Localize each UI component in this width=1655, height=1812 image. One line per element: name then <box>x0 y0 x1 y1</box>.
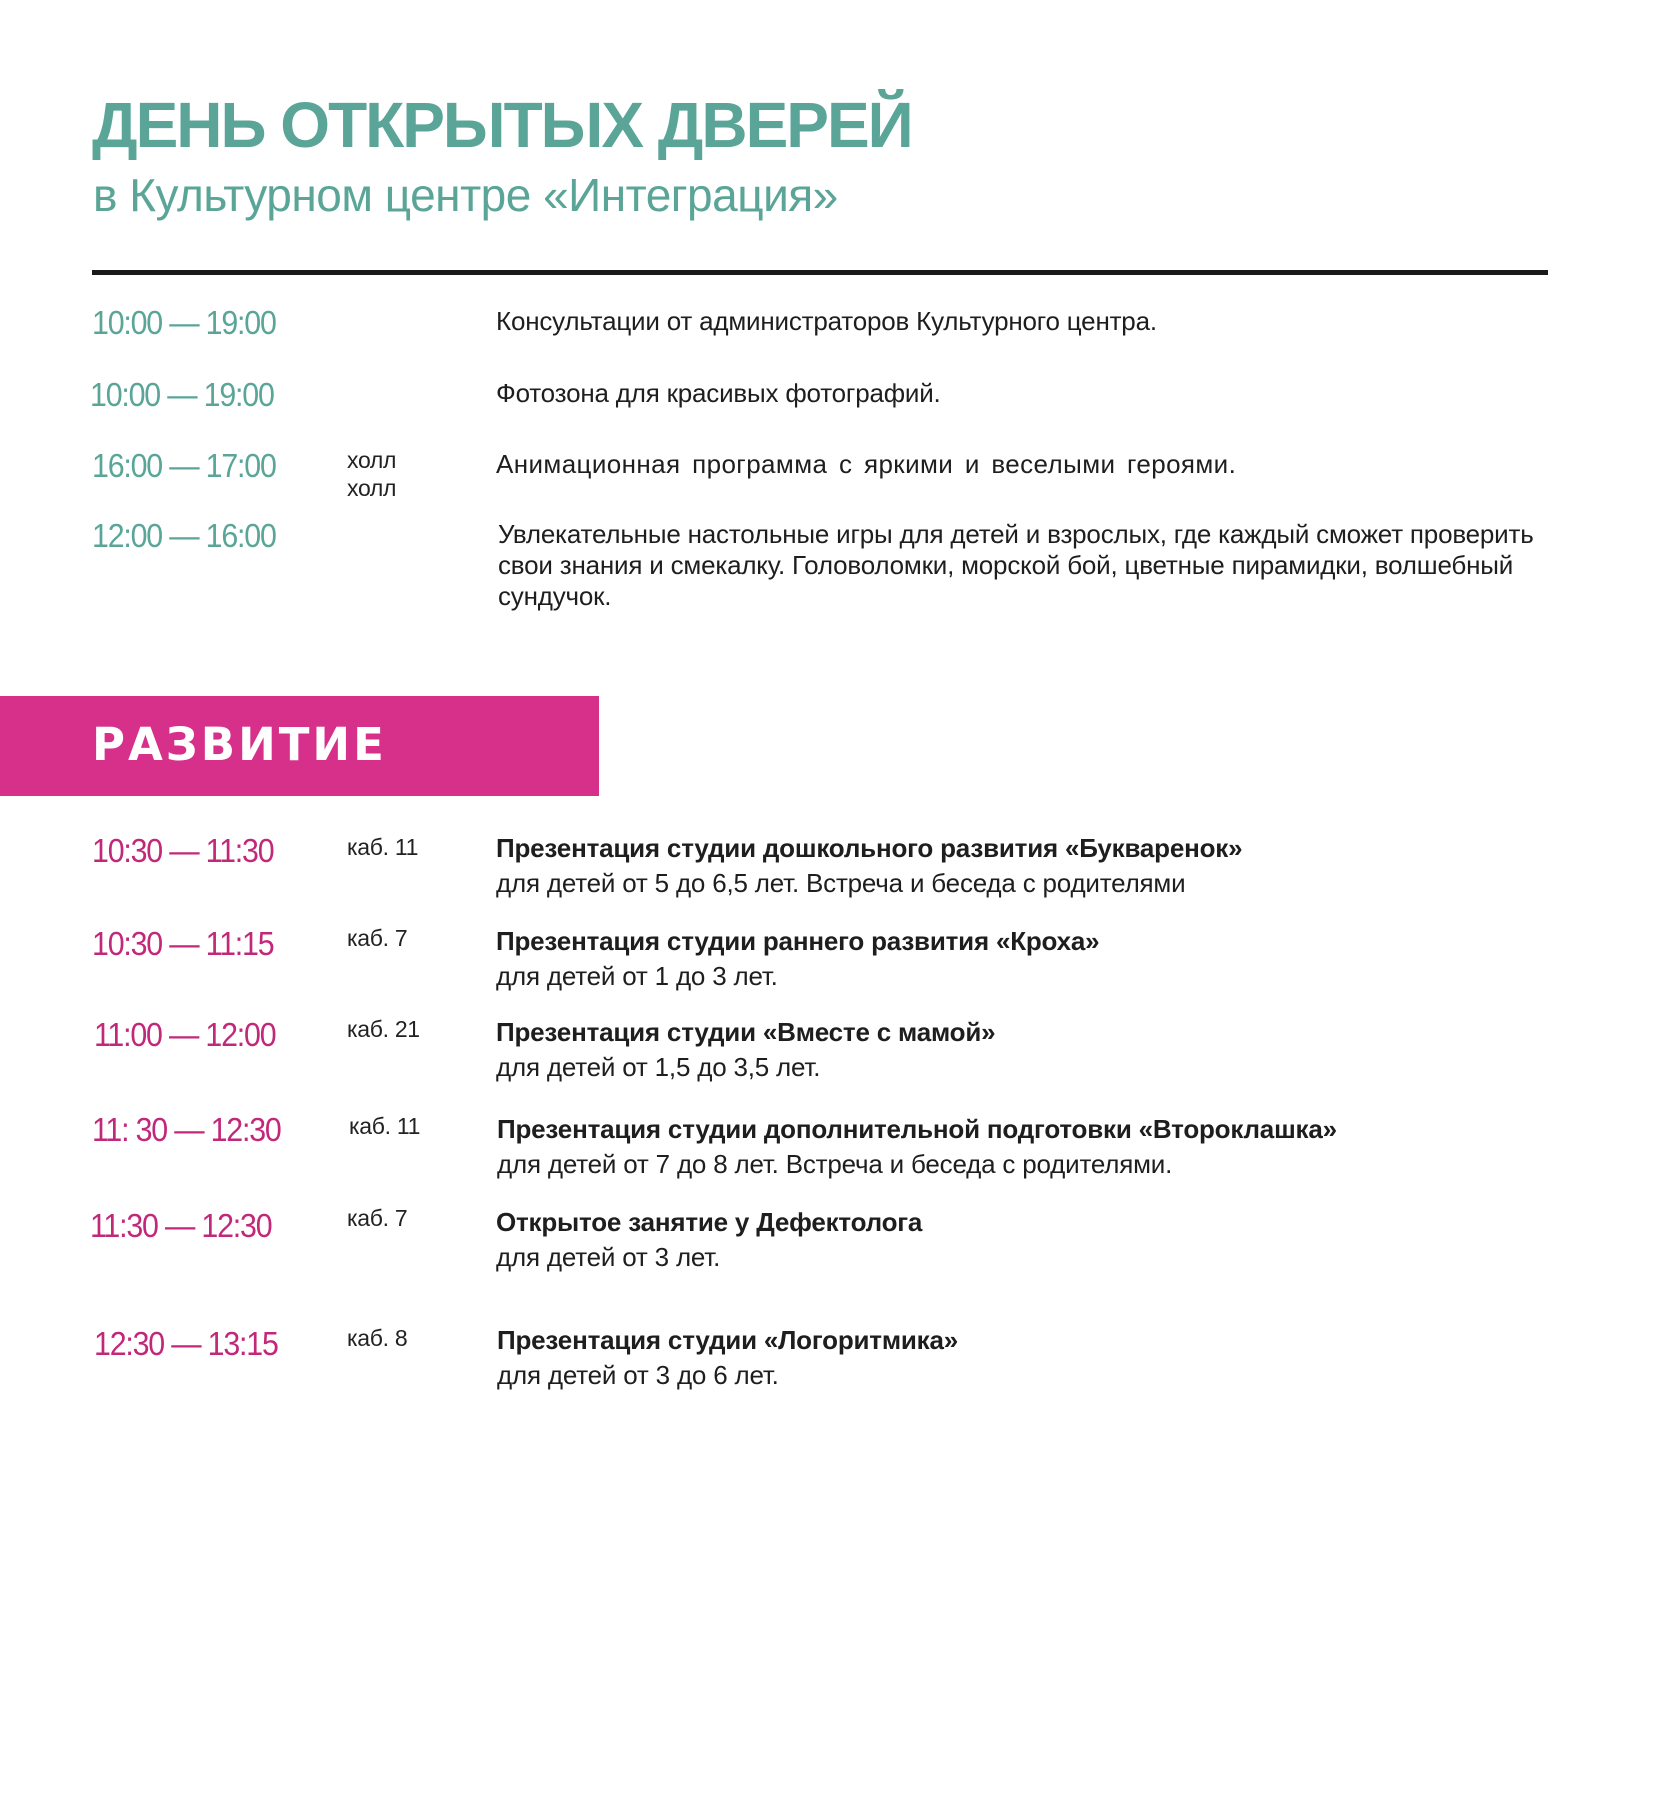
section-banner <box>0 696 599 796</box>
event-description: Анимационная программа с яркими и веселыми героями. <box>496 449 1237 479</box>
room-label: каб. 11 <box>349 1113 421 1139</box>
event-title: Презентация студии раннего развития «Кроха» <box>496 926 1100 956</box>
time-range: 12:00 — 16:00 <box>92 517 276 554</box>
header-divider <box>92 270 1548 275</box>
page-title: ДЕНЬ ОТКРЫТЫХ ДВЕРЕЙ <box>92 89 912 161</box>
event-subtitle: для детей от 5 до 6,5 лет. Встреча и беседа с родителями <box>496 868 1186 898</box>
event-description <box>497 1325 1557 1391</box>
event-subtitle: для детей от 1 до 3 лет. <box>496 961 778 991</box>
time-range: 16:00 — 17:00 <box>92 447 276 484</box>
time-range: 11:30 — 12:30 <box>90 1207 272 1244</box>
time-range: 12:30 — 13:15 <box>94 1325 278 1362</box>
event-title: Презентация студии «Вместе с мамой» <box>496 1017 996 1047</box>
section-title: РАЗВИТИЕ <box>92 718 387 771</box>
event-subtitle: для детей от 3 лет. <box>496 1242 721 1272</box>
room-label: каб. 11 <box>347 834 419 860</box>
event-description <box>496 926 1556 992</box>
room-label: холл <box>347 475 397 501</box>
time-range: 10:00 — 19:00 <box>92 304 276 341</box>
event-title: Презентация студии «Логоритмика» <box>497 1325 958 1355</box>
time-range: 11: 30 — 12:30 <box>92 1111 281 1148</box>
room-label: каб. 7 <box>347 1205 408 1231</box>
event-description: Консультации от администраторов Культурного центра. <box>496 306 1157 336</box>
event-title: Открытое занятие у Дефектолога <box>496 1207 923 1237</box>
time-range: 10:30 — 11:15 <box>92 925 274 962</box>
event-description: Увлекательные настольные игры для детей и взрослых, где каждый сможет проверить свои знания и смекалку. Головоломки, морской бой, цветные пирамидки, волшебный сундучок. <box>498 519 1534 611</box>
event-title: Презентация студии дополнительной подготовки «Второклашка» <box>497 1114 1337 1144</box>
time-range: 10:00 — 19:00 <box>90 376 274 413</box>
event-description: Фотозона для красивых фотографий. <box>496 378 941 408</box>
time-range: 11:00 — 12:00 <box>94 1016 276 1053</box>
event-description <box>496 1207 1556 1273</box>
room-label: холл <box>347 447 397 473</box>
event-subtitle: для детей от 3 до 6 лет. <box>497 1360 779 1390</box>
event-description <box>496 1017 1556 1083</box>
event-description <box>496 833 1556 899</box>
event-description <box>497 1114 1557 1180</box>
event-subtitle: для детей от 1,5 до 3,5 лет. <box>496 1052 821 1082</box>
event-title: Презентация студии дошкольного развития «Букваренок» <box>496 833 1243 863</box>
time-range: 10:30 — 11:30 <box>92 832 274 869</box>
room-label: каб. 8 <box>347 1325 408 1351</box>
page-subtitle: в Культурном центре «Интеграция» <box>93 169 838 221</box>
event-subtitle: для детей от 7 до 8 лет. Встреча и беседа с родителями. <box>497 1149 1173 1179</box>
room-label: каб. 21 <box>347 1016 420 1042</box>
room-label: каб. 7 <box>347 925 408 951</box>
